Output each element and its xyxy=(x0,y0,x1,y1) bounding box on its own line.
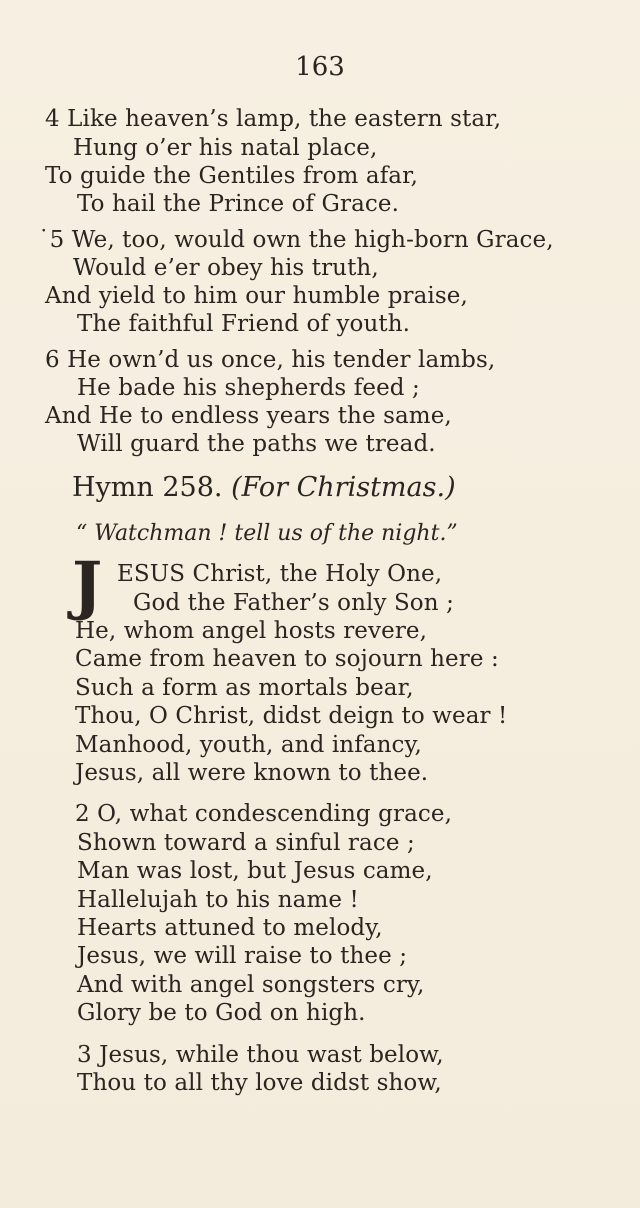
verse-line: He bade his shepherds feed ; xyxy=(77,375,420,401)
verse-line: Man was lost, but Jesus came, xyxy=(77,858,433,884)
verse-line: Jesus, all were known to thee. xyxy=(75,760,429,786)
verse-line: Shown toward a sinful race ; xyxy=(77,830,415,856)
verse-line: Hearts attuned to melody, xyxy=(77,915,383,941)
verse-line: Will guard the paths we tread. xyxy=(77,431,436,457)
drop-cap: J xyxy=(72,548,103,623)
hymn-subtitle: “ Watchman ! tell us of the night.” xyxy=(76,521,458,546)
verse-line: 2 O, what condescending grace, xyxy=(75,801,452,827)
verse-line: Hung o’er his natal place, xyxy=(73,135,378,161)
verse-line: Glory be to God on high. xyxy=(77,1000,366,1026)
verse-line: ˙5 We, too, would own the high-born Grace, xyxy=(38,227,554,253)
verse-line: Would e’er obey his truth, xyxy=(73,255,379,281)
hymn-number: Hymn 258. xyxy=(72,472,223,503)
hymn-occasion: (For Christmas.) xyxy=(231,472,456,503)
hymn-title xyxy=(72,472,456,504)
verse-line: Jesus, we will raise to thee ; xyxy=(77,943,408,969)
verse-line: Such a form as mortals bear, xyxy=(75,675,414,701)
verse-line: And He to endless years the same, xyxy=(45,403,452,429)
verse-line: 6 He own’d us once, his tender lambs, xyxy=(45,347,496,373)
verse-line: 4 Like heaven’s lamp, the eastern star, xyxy=(45,106,502,132)
verse-line: ESUS Christ, the Holy One, xyxy=(117,561,443,587)
verse-line: God the Father’s only Son ; xyxy=(133,590,454,616)
verse-line: And yield to him our humble praise, xyxy=(45,283,468,309)
verse-line: The faithful Friend of youth. xyxy=(77,311,411,337)
verse-line: To guide the Gentiles from afar, xyxy=(45,163,419,189)
verse-line: Thou to all thy love didst show, xyxy=(77,1070,442,1096)
verse-line: Hallelujah to his name ! xyxy=(77,887,359,913)
verse-line: And with angel songsters cry, xyxy=(77,972,425,998)
verse-line: Thou, O Christ, didst deign to wear ! xyxy=(75,703,508,729)
verse-line: Manhood, youth, and infancy, xyxy=(75,732,422,758)
verse-line: Came from heaven to sojourn here : xyxy=(75,646,499,672)
verse-line: To hail the Prince of Grace. xyxy=(77,191,400,217)
page-number: 163 xyxy=(295,52,345,82)
verse-line: He, whom angel hosts revere, xyxy=(75,618,428,644)
verse-line: 3 Jesus, while thou wast below, xyxy=(77,1042,444,1068)
